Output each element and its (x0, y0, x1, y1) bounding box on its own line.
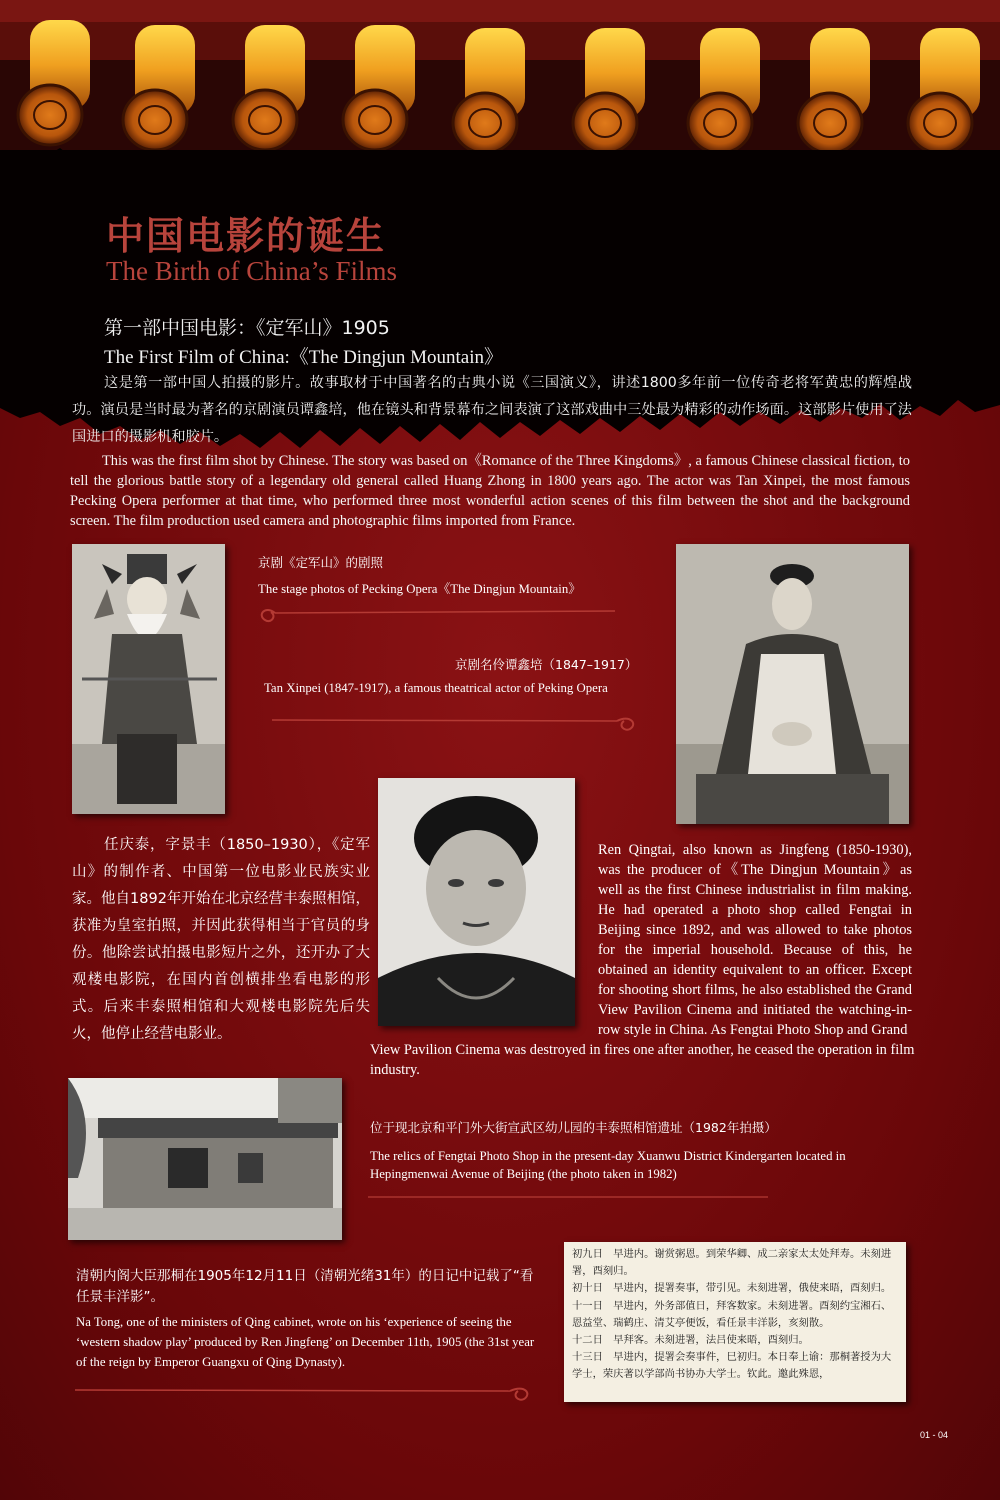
page-title-cn: 中国电影的诞生 (106, 214, 387, 258)
tan-xinpei-photo (676, 544, 909, 824)
ren-qingtai-photo (378, 778, 575, 1026)
tan-photo-caption-en: Tan Xinpei (1847-1917), a famous theatrical actor of Peking Opera (264, 681, 608, 695)
diary-line: 十二日 早拜客。未刻进署，法吕使来晤，酉刻归。 (572, 1334, 809, 1347)
relics-caption-cn: 位于现北京和平门外大街宣武区幼儿园的丰泰照相馆遗址（1982年拍摄） (370, 1120, 777, 1135)
diary-description-cn: 清朝内阁大臣那桐在1905年12月11日（清朝光绪31年）的日记中记载了“看任景丰洋影”。 (76, 1268, 534, 1305)
diary-description-en: Na Tong, one of the ministers of Qing cabinet, wrote on his ‘experience of seeing the ‘western shadow play’ produced by Ren Jingfeng’ on December 11th, 1905 (the 31st year of the reign by Emperor Guangxu of Qing Dynasty). (76, 1315, 535, 1369)
ren-bio-en-part1: Ren Qingtai, also known as Jingfeng (1850-1930), was the producer of《The Dingjun Mountain》as well as the first Chinese industrialist in film making. He had operated a photo shop called Fengtai in Beijing since 1892, and was allowed to take photos for the imperial household. Because of this, he obtained an identity equivalent to an officer. Except for shooting short films, he also established the Grand View Pavilion Cinema and initiated the watching-in-row style in China. As Fengtai Photo Shop and Grand (598, 842, 912, 1038)
stage-photo-caption-en: The stage photos of Pecking Opera《The Dingjun Mountain》 (258, 582, 582, 596)
tan-photo-caption-cn: 京剧名伶谭鑫培（1847–1917） (455, 657, 638, 672)
fengtai-relics-photo (68, 1078, 342, 1240)
ornament-swirl-icon (262, 708, 642, 734)
page-number: 01 - 04 (920, 1430, 949, 1440)
intro-paragraph-cn: 这是第一部中国人拍摄的影片。故事取材于中国著名的古典小说《三国演义》，讲述1800多年前一位传奇老将军黄忠的辉煌战功。演员是当时最为著名的京剧演员谭鑫培，他在镜头和背景幕布之间表演了这部戏曲中三处最为精彩的动作场面。这部影片使用了法国进口的摄影机和胶片。 (72, 375, 912, 445)
section-subtitle-cn: 第一部中国电影：《定军山》1905 (104, 317, 390, 339)
ren-bio-en-part2: View Pavilion Cinema was destroyed in fires one after another, he ceased the operation in film industry. (370, 1042, 915, 1078)
stage-photo (72, 544, 225, 814)
page-title-en: The Birth of China’s Films (106, 256, 398, 286)
diary-line: 初十日 早进内，提署奏事，带引见。未刻进署，俄使来晤，酉刻归。 (572, 1282, 892, 1295)
relics-caption-en: The relics of Fengtai Photo Shop in the present-day Xuanwu District Kindergarten located in Hepingmenwai Avenue of Beijing (the photo taken in 1982) (370, 1149, 846, 1181)
section-subtitle-en: The First Film of China:《The Dingjun Mountain》 (104, 347, 503, 368)
diary-line: 十三日 早进内，提署会奏事件，巳初归。本日奉上谕：那桐著授为大学士，荣庆著以学部尚书协办大学士。钦此。邀此殊恩， (572, 1351, 892, 1381)
stage-photo-caption-cn: 京剧《定军山》的剧照 (258, 555, 384, 570)
ren-bio-cn: 任庆泰，字景丰（1850–1930），《定军山》的制作者、中国第一位电影业民族实业家。他自1892年开始在北京经营丰泰照相馆，获准为皇室拍照，并因此获得相当于官员的身份。他除尝试拍摄电影短片之外，还开办了大观楼电影院，在国内首创横排坐看电影的形式。后来丰泰照相馆和大观楼电影院先后失火，他停止经营电影业。 (72, 837, 370, 1042)
ornament-divider-icon (368, 1187, 768, 1207)
ornament-swirl-icon (70, 1378, 540, 1404)
diary-excerpt-image (564, 1242, 906, 1402)
ornament-swirl-icon (255, 600, 625, 626)
diary-line: 初九日 早进内。谢赏粥恩。到荣华卿、成二亲家太太处拜寿。未刻进署，酉刻归。 (572, 1248, 892, 1278)
diary-line: 十一日 早进内，外务部值日，拜客数家。未刻进署。酉刻约宝湘石、恩益堂、瑞鹤庄、清艾亭便饭，看任景丰洋影，亥刻散。 (572, 1299, 892, 1329)
intro-paragraph-en: This was the first film shot by Chinese. The story was based on《Romance of the Three Kingdoms》, a famous Chinese classical fiction, to tell the glorious battle story of a legendary old general called Huang Zhong in 1800 years ago. The actor was Tan Xinpei, the most famous Pecking Opera performer at that time, who performed three most wonderful action scenes of this film between the shot and the background screen. The film production used camera and photographic films imported from France. (70, 453, 910, 529)
